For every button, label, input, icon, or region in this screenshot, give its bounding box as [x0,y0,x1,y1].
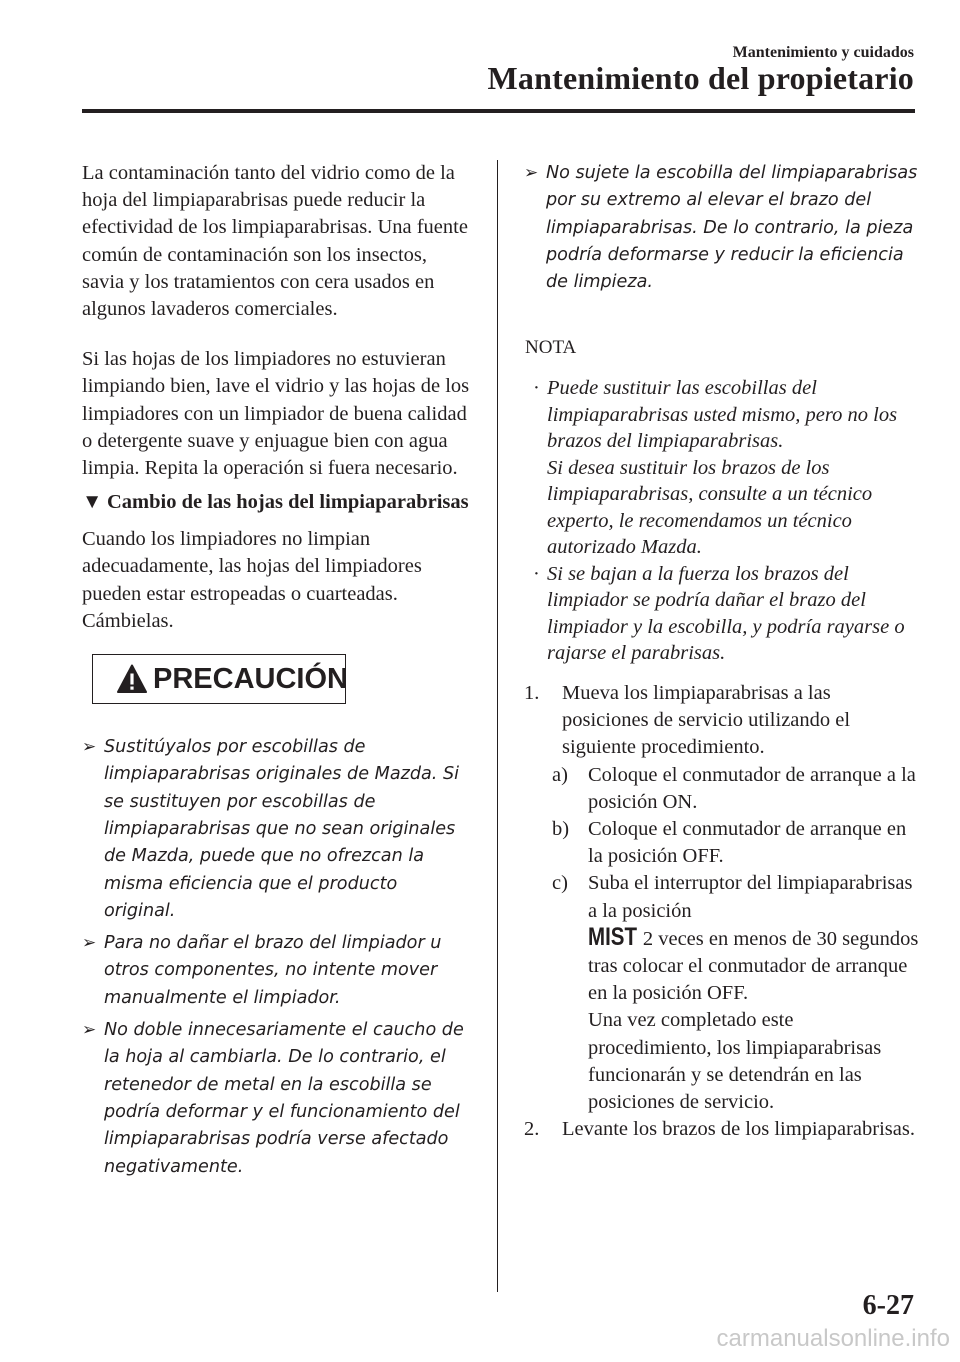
arrow-bullet-icon: ➢ [82,737,97,758]
right-column [524,160,919,1143]
page-title: Mantenimiento del propietario [487,60,914,96]
warning-triangle-icon [117,664,147,694]
caution-item: ➢ Sustitúyalos por escobillas de limpiaparabrisas originales de Mazda. Si se sustituyen por escobillas de limpiaparabrisas que no sean originales de Mazda, puede que no ofrezcan la misma eficiencia que el producto original. [82,734,472,925]
arrow-bullet-icon: ➢ [524,163,539,183]
note-item: · Puede sustituir las escobillas del limpiaparabrisas usted mismo, pero no los brazos del limpiaparabrisas. [533,377,898,453]
step-1: 1. Mueva los limpiaparabrisas a las posiciones de servicio utilizando el siguiente procedimiento. [524,681,851,759]
note-item-continuation: Si desea sustituir los brazos de los limpiaparabrisas, consulte a un técnico experto, le recomendamos un técnico autorizado Mazda. [547,456,873,559]
bullet-icon: · [533,377,540,400]
caution-item: ➢ Para no dañar el brazo del limpiador u otros componentes, no intente mover manualmente el limpiador. [82,930,472,1012]
mist-symbol-icon: MIST [588,922,637,951]
substep-c: c) Suba el interruptor del limpiaparabrisas a la posición MIST 2 veces en menos de 30 segundos tras colocar el conmutador de arranque en la posición OFF. Una vez completado este procedimiento, los limpiaparabrisas funcionarán y se detendrán en las posiciones de servicio. [552,872,919,1114]
substep-b: b) Coloque el conmutador de arranque en la posición OFF. [552,818,907,868]
bullet-icon: · [533,562,540,585]
watermark: carmanualsonline.info [716,1325,950,1352]
note-label: NOTA [525,337,577,359]
caution-item: ➢ No doble innecesariamente el caucho de la hoja al cambiarla. De lo contrario, el retenedor de metal en la escobilla se podría deformar y el funcionamiento del limpiaparabrisas podría verse afectado negativamente. [82,1017,472,1181]
header-rule [82,109,915,113]
substep-a: a) Coloque el conmutador de arranque a la posición ON. [552,763,916,813]
heading-text: Cambio de las hojas del limpiaparabrisas [107,491,469,514]
note-item: · Si se bajan a la fuerza los brazos del limpiador se podría dañar el brazo del limpiador y la escobilla, y podría rayarse o rajarse el parabrisas. [533,562,905,665]
step-2: 2. Levante los brazos de los limpiaparabrisas. [524,1118,915,1141]
caution-box [92,654,346,704]
caution-item: ➢ No sujete la escobilla del limpiaparabrisas por su extremo al elevar el brazo del limpiaparabrisas. De lo contrario, la pieza podría deformarse y reducir la eficiencia de limpieza. [524,160,919,296]
triangle-marker-icon: ▼ [82,491,103,514]
column-divider [497,160,498,1292]
paragraph-cleaning: Si las hojas de los limpiadores no estuvieran limpiando bien, lave el vidrio y las hojas de los limpiadores con un limpiador de buena calidad o detergente suave y enjuague bien con agua limpia. Repita la operación si fuera necesario. [82,348,470,480]
page-number: 6-27 [862,1290,914,1321]
section-heading [82,489,472,516]
arrow-bullet-icon: ➢ [82,1020,97,1041]
section-title: Mantenimiento y cuidados [732,44,914,61]
left-column [82,160,472,1186]
caution-title: PRECAUCIÓN [153,663,348,696]
arrow-bullet-icon: ➢ [82,933,97,954]
paragraph-replace: Cuando los limpiadores no limpian adecuadamente, las hojas del limpiadores pueden estar estropeadas o cuarteadas. Cámbielas. [82,528,422,632]
paragraph-contamination: La contaminación tanto del vidrio como de la hoja del limpiaparabrisas puede reducir la efectividad de los limpiaparabrisas. Una fuente común de contaminación son los insectos, savia y los tratamientos con cera usados en algunos lavaderos comerciales. [82,162,468,321]
